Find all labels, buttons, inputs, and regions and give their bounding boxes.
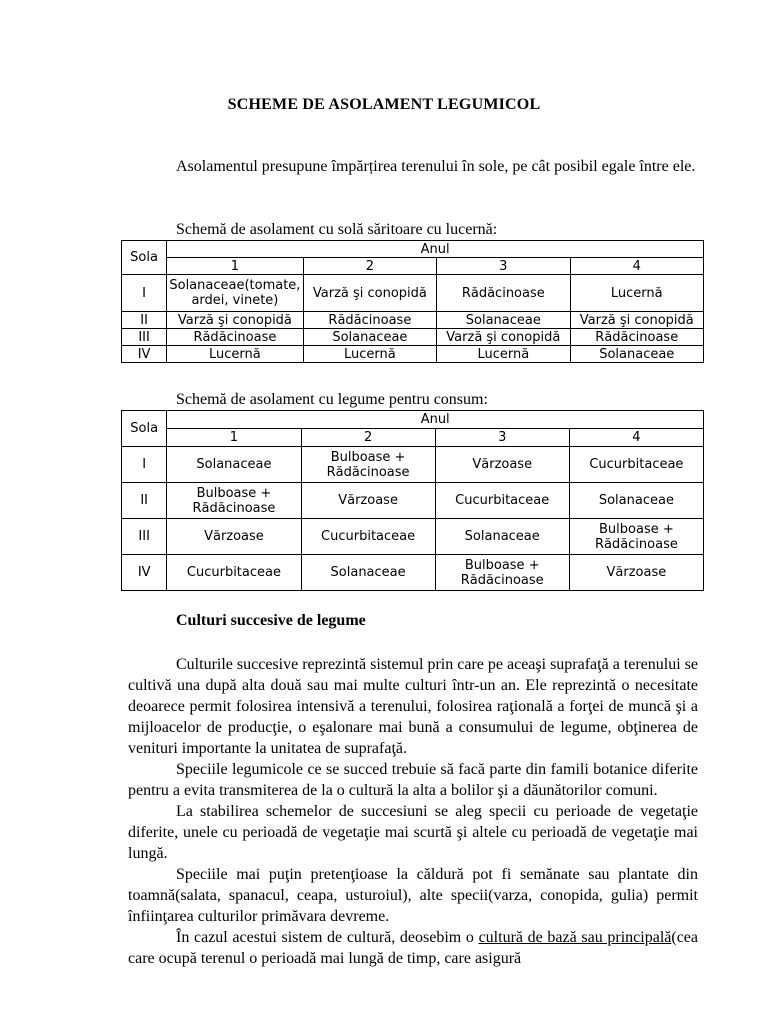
crop-cell: Varză şi conopidă [570, 312, 703, 329]
crop-cell: Cucurbitaceae [435, 483, 569, 519]
crop-cell: Lucernă [303, 346, 436, 363]
year-header: 3 [435, 429, 569, 447]
year-header: 2 [303, 258, 436, 275]
table-row [122, 519, 704, 555]
section-heading: Culturi succesive de legume [176, 612, 366, 629]
crop-cell: Lucernă [570, 275, 703, 312]
intro-paragraph: Asolamentul presupune împărțirea terenului în sole, pe cât posibil egale între ele. [176, 158, 696, 175]
table-row [122, 312, 704, 329]
sola-cell: I [122, 447, 167, 483]
page-title: SCHEME DE ASOLAMENT LEGUMICOL [227, 96, 541, 113]
crop-cell: Bulboase + Rădăcinoase [435, 555, 569, 591]
table-row [122, 275, 704, 312]
crop-cell: Bulboase + Rădăcinoase [167, 483, 301, 519]
rotation-table-2 [121, 410, 704, 591]
sola-cell: IV [122, 346, 167, 363]
year-header: 4 [569, 429, 703, 447]
crop-cell: Varză şi conopidă [437, 329, 570, 346]
table2-caption: Schemă de asolament cu legume pentru consum: [176, 391, 488, 408]
body-paragraph: Culturile succesive reprezintă sistemul prin care pe aceaşi suprafaţă a terenului se cultivă una după alta două sau mai multe culturi într-un an. Ele reprezintă o necesitate deoarece permit folosirea intensivă a terenului, folosirea raţională a forţei de muncă şi a mijloacelor de producţie, o eşalonare mai bună a consumului de legume, obţinerea de venituri importante la unitatea de suprafaţă. [128, 656, 698, 757]
table1-caption: Schemă de asolament cu solă săritoare cu lucernă: [176, 221, 498, 238]
body-paragraph: La stabilirea schemelor de succesiuni se aleg specii cu perioade de vegetaţie diferite, unele cu perioadă de vegetaţie mai scurtă şi altele cu perioadă de vegetaţie mai lungă. [128, 803, 698, 862]
crop-cell: Rădăcinoase [570, 329, 703, 346]
table-row [122, 483, 704, 519]
sola-cell: III [122, 519, 167, 555]
crop-cell: Varză şi conopidă [303, 275, 436, 312]
crop-cell: Vărzoase [301, 483, 435, 519]
crop-cell: Lucernă [437, 346, 570, 363]
crop-cell: Solanaceae [303, 329, 436, 346]
paragraph-start: În cazul acestui sistem de cultură, deosebim o [176, 929, 479, 946]
crop-cell: Solanaceae [569, 483, 703, 519]
crop-cell: Vărzoase [167, 519, 301, 555]
crop-cell: Solanaceae [167, 447, 301, 483]
crop-cell: Bulboase + Rădăcinoase [301, 447, 435, 483]
crop-cell: Rădăcinoase [437, 275, 570, 312]
sola-cell: I [122, 275, 167, 312]
crop-cell: Solanaceae(tomate, ardei, vinete) [167, 275, 304, 312]
underlined-term: cultură de bază sau principală [478, 929, 672, 946]
sola-cell: II [122, 483, 167, 519]
crop-cell: Rădăcinoase [167, 329, 304, 346]
crop-cell: Vărzoase [569, 555, 703, 591]
crop-cell: Bulboase + Rădăcinoase [569, 519, 703, 555]
sola-header: Sola [122, 241, 167, 275]
sola-cell: II [122, 312, 167, 329]
crop-cell: Cucurbitaceae [301, 519, 435, 555]
crop-cell: Solanaceae [437, 312, 570, 329]
sola-cell: IV [122, 555, 167, 591]
crop-cell: Solanaceae [435, 519, 569, 555]
body-paragraph: Speciile legumicole ce se succed trebuie să facă parte din famili botanice diferite pentru a evita transmiterea de la o cultură la alta a bolilor şi a dăunătorilor comuni. [128, 761, 698, 799]
crop-cell: Cucurbitaceae [569, 447, 703, 483]
sola-cell: III [122, 329, 167, 346]
year-header: 3 [437, 258, 570, 275]
crop-cell: Solanaceae [570, 346, 703, 363]
anul-header: Anul [167, 411, 704, 429]
rotation-table-1 [121, 240, 704, 363]
table-row [122, 329, 704, 346]
table-row [122, 346, 704, 363]
crop-cell: Cucurbitaceae [167, 555, 301, 591]
paragraph-continuation: (cea care ocupă terenul o perioadă mai lungă de timp, care asigură [128, 929, 699, 967]
body-text [128, 654, 698, 969]
year-header: 1 [167, 258, 304, 275]
year-header: 4 [570, 258, 703, 275]
table-row [122, 447, 704, 483]
crop-cell: Solanaceae [301, 555, 435, 591]
crop-cell: Vărzoase [435, 447, 569, 483]
sola-header: Sola [122, 411, 167, 447]
crop-cell: Rădăcinoase [303, 312, 436, 329]
body-paragraph [128, 927, 698, 969]
table-row [122, 555, 704, 591]
crop-cell: Lucernă [167, 346, 304, 363]
year-header: 1 [167, 429, 301, 447]
crop-cell: Varză şi conopidă [167, 312, 304, 329]
body-paragraph: Speciile mai puţin pretenţioase la căldură pot fi semănate sau plantate din toamnă(salata, spanacul, ceapa, usturoiul), alte specii(varza, conopida, gulia) permit înfiinţarea culturilor primăvara devreme. [128, 866, 698, 925]
year-header: 2 [301, 429, 435, 447]
anul-header: Anul [167, 241, 704, 258]
